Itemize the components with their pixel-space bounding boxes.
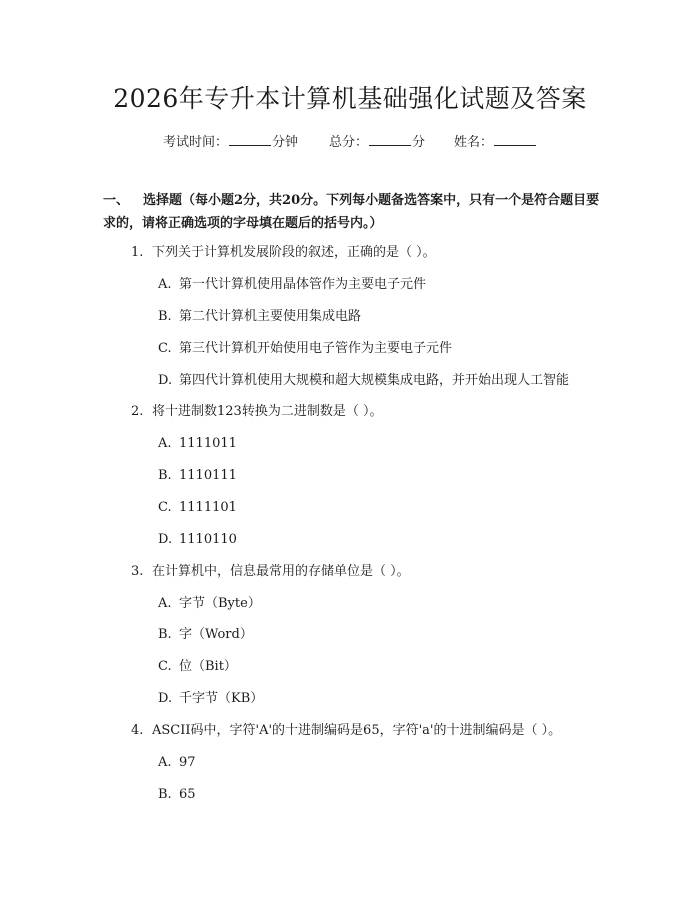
total-score-unit: 分 [412,135,426,150]
exam-time-field [163,131,298,154]
option-text: 第二代计算机主要使用集成电路 [179,309,362,324]
option-text: 1111101 [179,500,237,515]
option-letter: B. [158,468,172,483]
exam-time-label: 考试时间： [163,135,229,150]
option-text: 第一代计算机使用晶体管作为主要电子元件 [179,277,427,292]
exam-time-blank [229,131,271,146]
option-text: 1110111 [179,468,237,483]
option-letter: B. [158,787,172,802]
question-number: 1. [131,245,144,260]
total-score-field [329,131,425,154]
exam-info-line [0,131,700,153]
option-letter: B. [158,309,172,324]
section-number: 一、 [103,193,130,208]
option-item [158,786,196,804]
question-2 [131,403,382,421]
option-item [158,626,253,644]
question-text: 下列关于计算机发展阶段的叙述，正确的是（ ）。 [152,245,436,260]
section-instructions: 选择题（每小题2分，共20分。下列每小题备选答案中，只有一个是符合题目要求的，请将正确选项的字母填在题后的括号内。） [103,193,600,231]
option-letter: A. [158,755,172,770]
option-letter: D. [158,373,173,388]
option-text: 千字节（KB） [179,691,264,706]
option-text: 1111011 [179,436,237,451]
question-number: 2. [131,404,144,419]
option-item [158,276,426,294]
option-text: 第三代计算机开始使用电子管作为主要电子元件 [179,341,453,356]
question-text: 在计算机中，信息最常用的存储单位是（ ）。 [152,564,410,579]
option-letter: D. [158,691,173,706]
exam-time-unit: 分钟 [272,135,299,150]
option-item [158,308,361,326]
option-text: 65 [179,787,196,802]
student-name-blank [494,131,536,146]
section-heading [103,189,603,235]
option-letter: D. [158,532,173,547]
total-score-label: 总分： [329,135,369,150]
student-name-label: 姓名： [454,135,494,150]
question-text: ASCII码中，字符'A'的十进制编码是65，字符'a'的十进制编码是（ ）。 [152,723,562,738]
option-item [158,595,261,613]
question-1 [131,244,436,262]
option-item [158,690,263,708]
option-item [158,531,237,549]
total-score-blank [369,131,411,146]
option-item [158,658,237,676]
option-item [158,467,237,485]
question-4 [131,722,561,740]
option-text: 第四代计算机使用大规模和超大规模集成电路，并开始出现人工智能 [179,373,570,388]
question-number: 4. [131,723,144,738]
option-letter: C. [158,500,172,515]
option-text: 位（Bit） [179,659,237,674]
option-text: 字（Word） [179,627,253,642]
option-letter: A. [158,596,172,611]
option-letter: B. [158,627,172,642]
option-text: 1110110 [179,532,237,547]
question-number: 3. [131,564,144,579]
option-text: 字节（Byte） [179,596,261,611]
option-item [158,754,196,772]
option-item [158,499,237,517]
student-name-field [454,131,537,154]
option-letter: A. [158,277,172,292]
question-3 [131,563,410,581]
option-item [158,340,452,358]
page-title: 2026年专升本计算机基础强化试题及答案 [113,84,587,113]
question-text: 将十进制数123转换为二进制数是（ ）。 [152,404,383,419]
option-item [158,435,237,453]
option-text: 97 [179,755,196,770]
option-letter: C. [158,341,172,356]
option-letter: C. [158,659,172,674]
option-item [158,372,569,390]
option-letter: A. [158,436,172,451]
